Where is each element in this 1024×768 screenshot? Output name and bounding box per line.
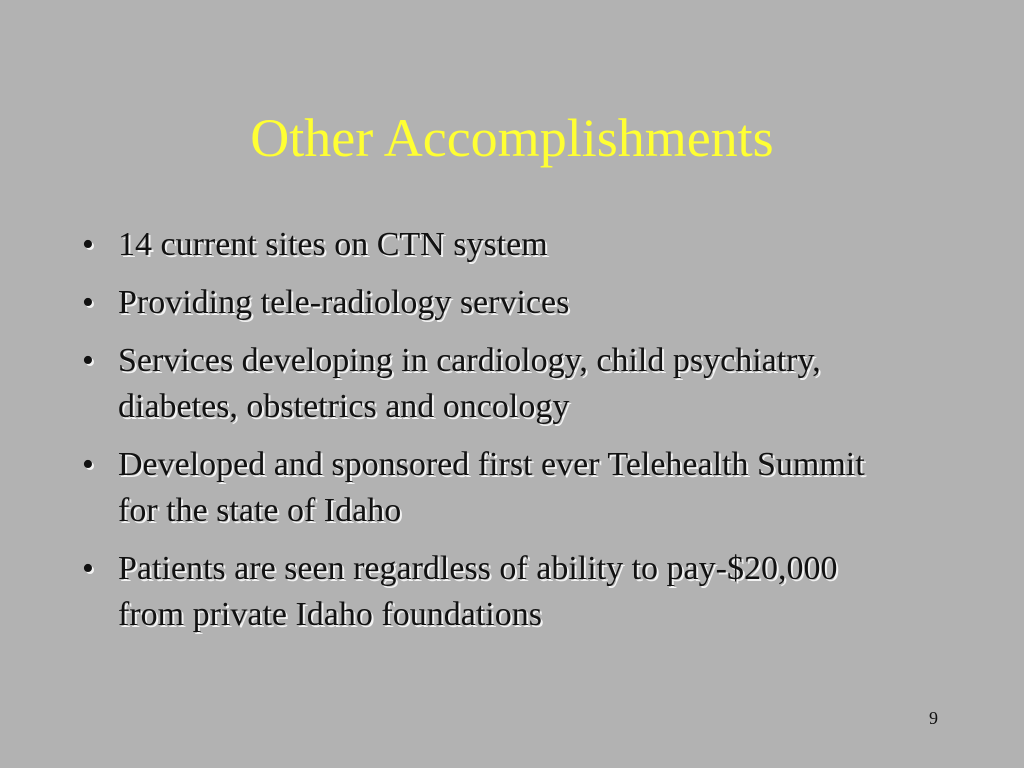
bullet-icon: • xyxy=(82,342,94,379)
bullet-text: Patients are seen regardless of ability to pay-$20,000 from private Idaho foundations xyxy=(118,550,838,633)
bullet-icon: • xyxy=(82,550,94,587)
bullet-text: Services developing in cardiology, child psychiatry, diabetes, obstetrics and oncology xyxy=(118,342,821,425)
bullet-item xyxy=(80,442,900,534)
bullet-icon: • xyxy=(82,284,94,321)
bullet-item xyxy=(80,338,900,430)
slide-title: Other Accomplishments xyxy=(250,108,774,168)
bullet-text: Providing tele-radiology services xyxy=(118,284,570,321)
bullet-text: 14 current sites on CTN system xyxy=(118,226,548,263)
bullet-item xyxy=(80,280,900,326)
bullet-icon: • xyxy=(82,226,94,263)
bullet-list xyxy=(80,222,900,650)
bullet-icon: • xyxy=(82,446,94,483)
page-number: 9 xyxy=(929,708,938,728)
bullet-item xyxy=(80,546,900,638)
bullet-text: Developed and sponsored first ever Telehealth Summit for the state of Idaho xyxy=(118,446,865,529)
bullet-item xyxy=(80,222,900,268)
